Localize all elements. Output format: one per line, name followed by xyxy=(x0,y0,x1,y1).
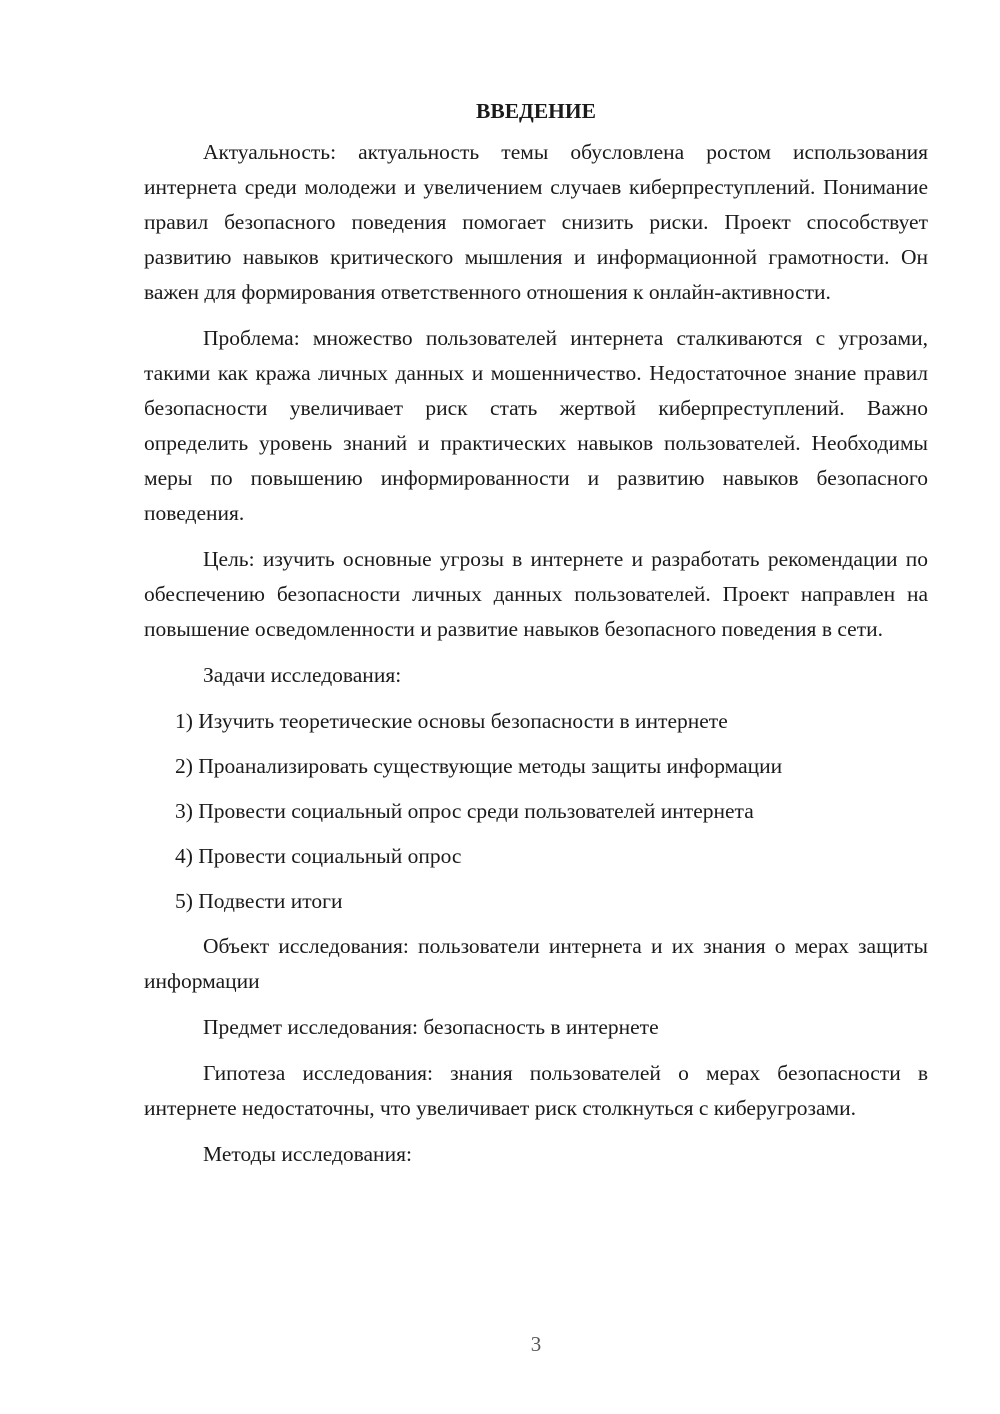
tasks-label: Задачи исследования: xyxy=(203,663,402,687)
page-title: ВВЕДЕНИЕ xyxy=(476,99,596,123)
page-number: 3 xyxy=(530,1332,542,1356)
relevance-paragraph: Актуальность: актуальность темы обусловлена ростом использования интернета среди молодежи и увеличением случаев киберпреступлений. Понимание правил безопасного поведения помогает снизить риски. Проект способствует развитию навыков критического мышления и информационной грамотности. Он важен для формирования ответственного отношения к онлайн-активности. xyxy=(144,140,928,304)
object-paragraph: Объект исследования: пользователи интернета и их знания о мерах защиты информации xyxy=(144,934,928,993)
tasks-list xyxy=(144,704,928,919)
methods-label: Методы исследования: xyxy=(203,1142,412,1166)
list-item: 3) Провести социальный опрос среди пользователей интернета xyxy=(175,799,754,823)
list-item: 1) Изучить теоретические основы безопасности в интернете xyxy=(175,709,728,733)
problem-paragraph: Проблема: множество пользователей интернета сталкиваются с угрозами, такими как кража личных данных и мошенничество. Недостаточное знание правил безопасности увеличивает риск стать жертвой киберпреступлений. Важно определить уровень знаний и практических навыков пользователей. Необходимы меры по повышению информированности и развитию навыков безопасного поведения. xyxy=(144,326,928,525)
list-item: 5) Подвести итоги xyxy=(175,889,343,913)
subject-paragraph: Предмет исследования: безопасность в интернете xyxy=(203,1015,659,1039)
goal-paragraph: Цель: изучить основные угрозы в интернете и разработать рекомендации по обеспечению безопасности личных данных пользователей. Проект направлен на повышение осведомленности и развитие навыков безопасного поведения в сети. xyxy=(144,547,928,641)
hypothesis-paragraph: Гипотеза исследования: знания пользователей о мерах безопасности в интернете недостаточны, что увеличивает риск столкнуться с киберугрозами. xyxy=(144,1061,928,1120)
list-item: 4) Провести социальный опрос xyxy=(175,844,462,868)
list-item: 2) Проанализировать существующие методы защиты информации xyxy=(175,754,783,778)
document-page xyxy=(144,96,928,1183)
